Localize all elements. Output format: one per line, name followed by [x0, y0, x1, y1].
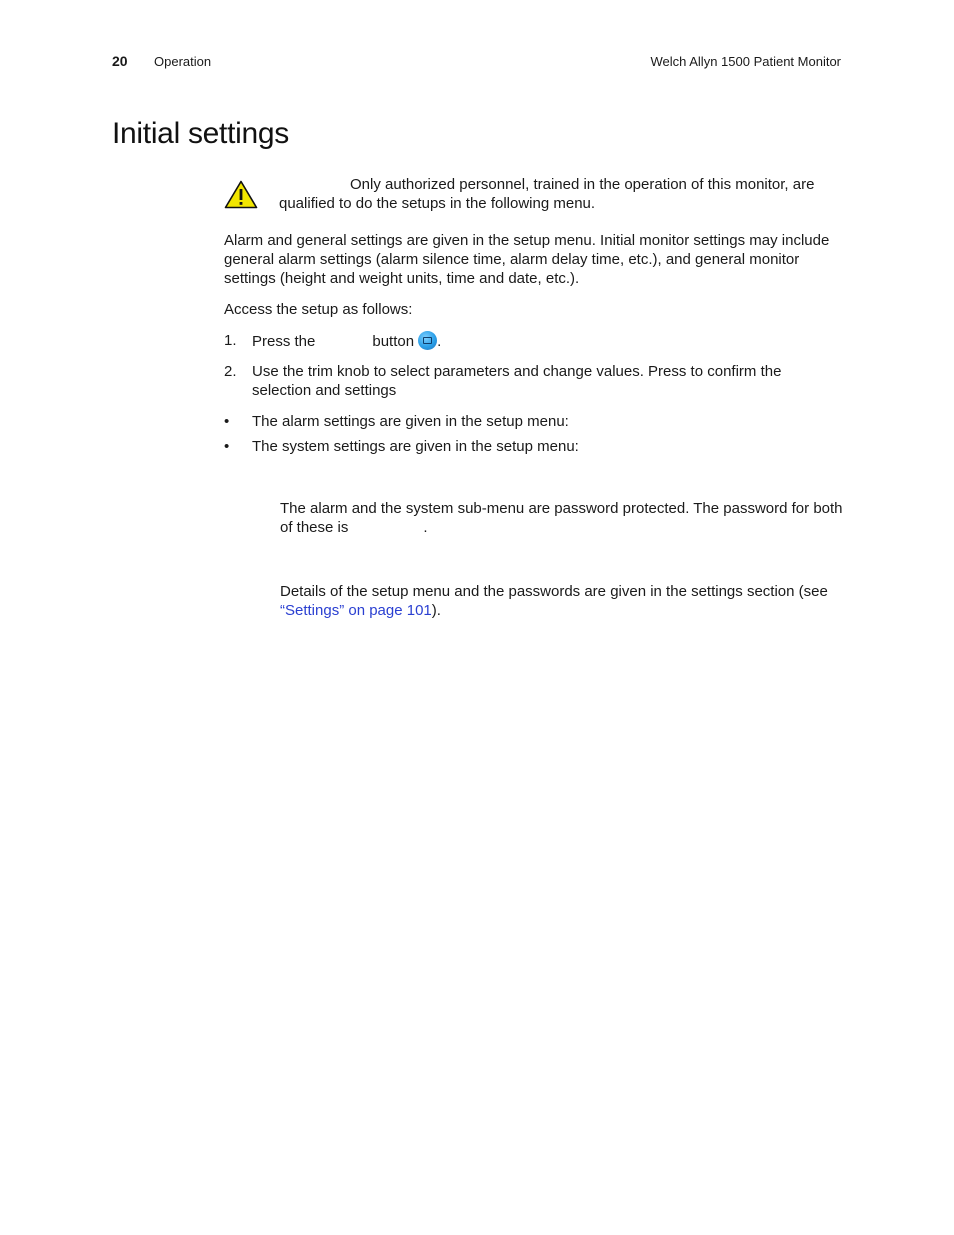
password-note [280, 499, 845, 537]
warning-text: Only authorized personnel, trained in the operation of this monitor, are qualified to do the setups in the following menu. [279, 176, 815, 212]
step-text [252, 331, 832, 351]
step-text-end: . [437, 333, 442, 350]
page-title: Initial settings [112, 117, 289, 150]
menu-button-icon [418, 331, 437, 350]
list-item [224, 412, 844, 432]
password-note-end: . [423, 519, 428, 536]
step-text: Use the trim knob to select parameters and change values. Press to confirm the selection and settings [252, 363, 782, 399]
access-text: Access the setup as follows: [224, 301, 413, 318]
step-number: 1. [224, 332, 237, 349]
details-note [280, 582, 845, 620]
bullet-marker: • [224, 438, 230, 455]
warning-triangle-icon [224, 180, 258, 209]
list-item [224, 331, 844, 351]
details-note-text: Details of the setup menu and the passwords are given in the settings section (see [280, 583, 828, 600]
list-item [224, 362, 844, 402]
warning-message [279, 175, 849, 213]
details-note-end: ). [431, 602, 441, 619]
manual-title: Welch Allyn 1500 Patient Monitor [650, 54, 841, 69]
password-note-text: The alarm and the system sub-menu are password protected. The password for both of these is [280, 500, 843, 536]
step-text-after: button [372, 333, 415, 350]
bullet-text: The alarm settings are given in the setup menu: [252, 413, 569, 430]
page-number: 20 [112, 53, 128, 69]
settings-link[interactable]: “Settings” on page 101 [280, 602, 432, 619]
intro-text: Alarm and general settings are given in the setup menu. Initial monitor settings may include general alarm settings (alarm silence time, alarm delay time, etc.), and general monitor settings (height and weight units, time and date, etc.). [224, 232, 830, 287]
header-left [112, 53, 212, 69]
step-text-before: Press the [252, 333, 316, 350]
access-paragraph [224, 300, 844, 319]
bullet-text: The system settings are given in the setup menu: [252, 438, 579, 455]
section-name: Operation [154, 54, 212, 69]
intro-paragraph [224, 231, 844, 288]
list-item [224, 437, 844, 457]
step-number: 2. [224, 363, 237, 380]
bullet-marker: • [224, 413, 230, 430]
